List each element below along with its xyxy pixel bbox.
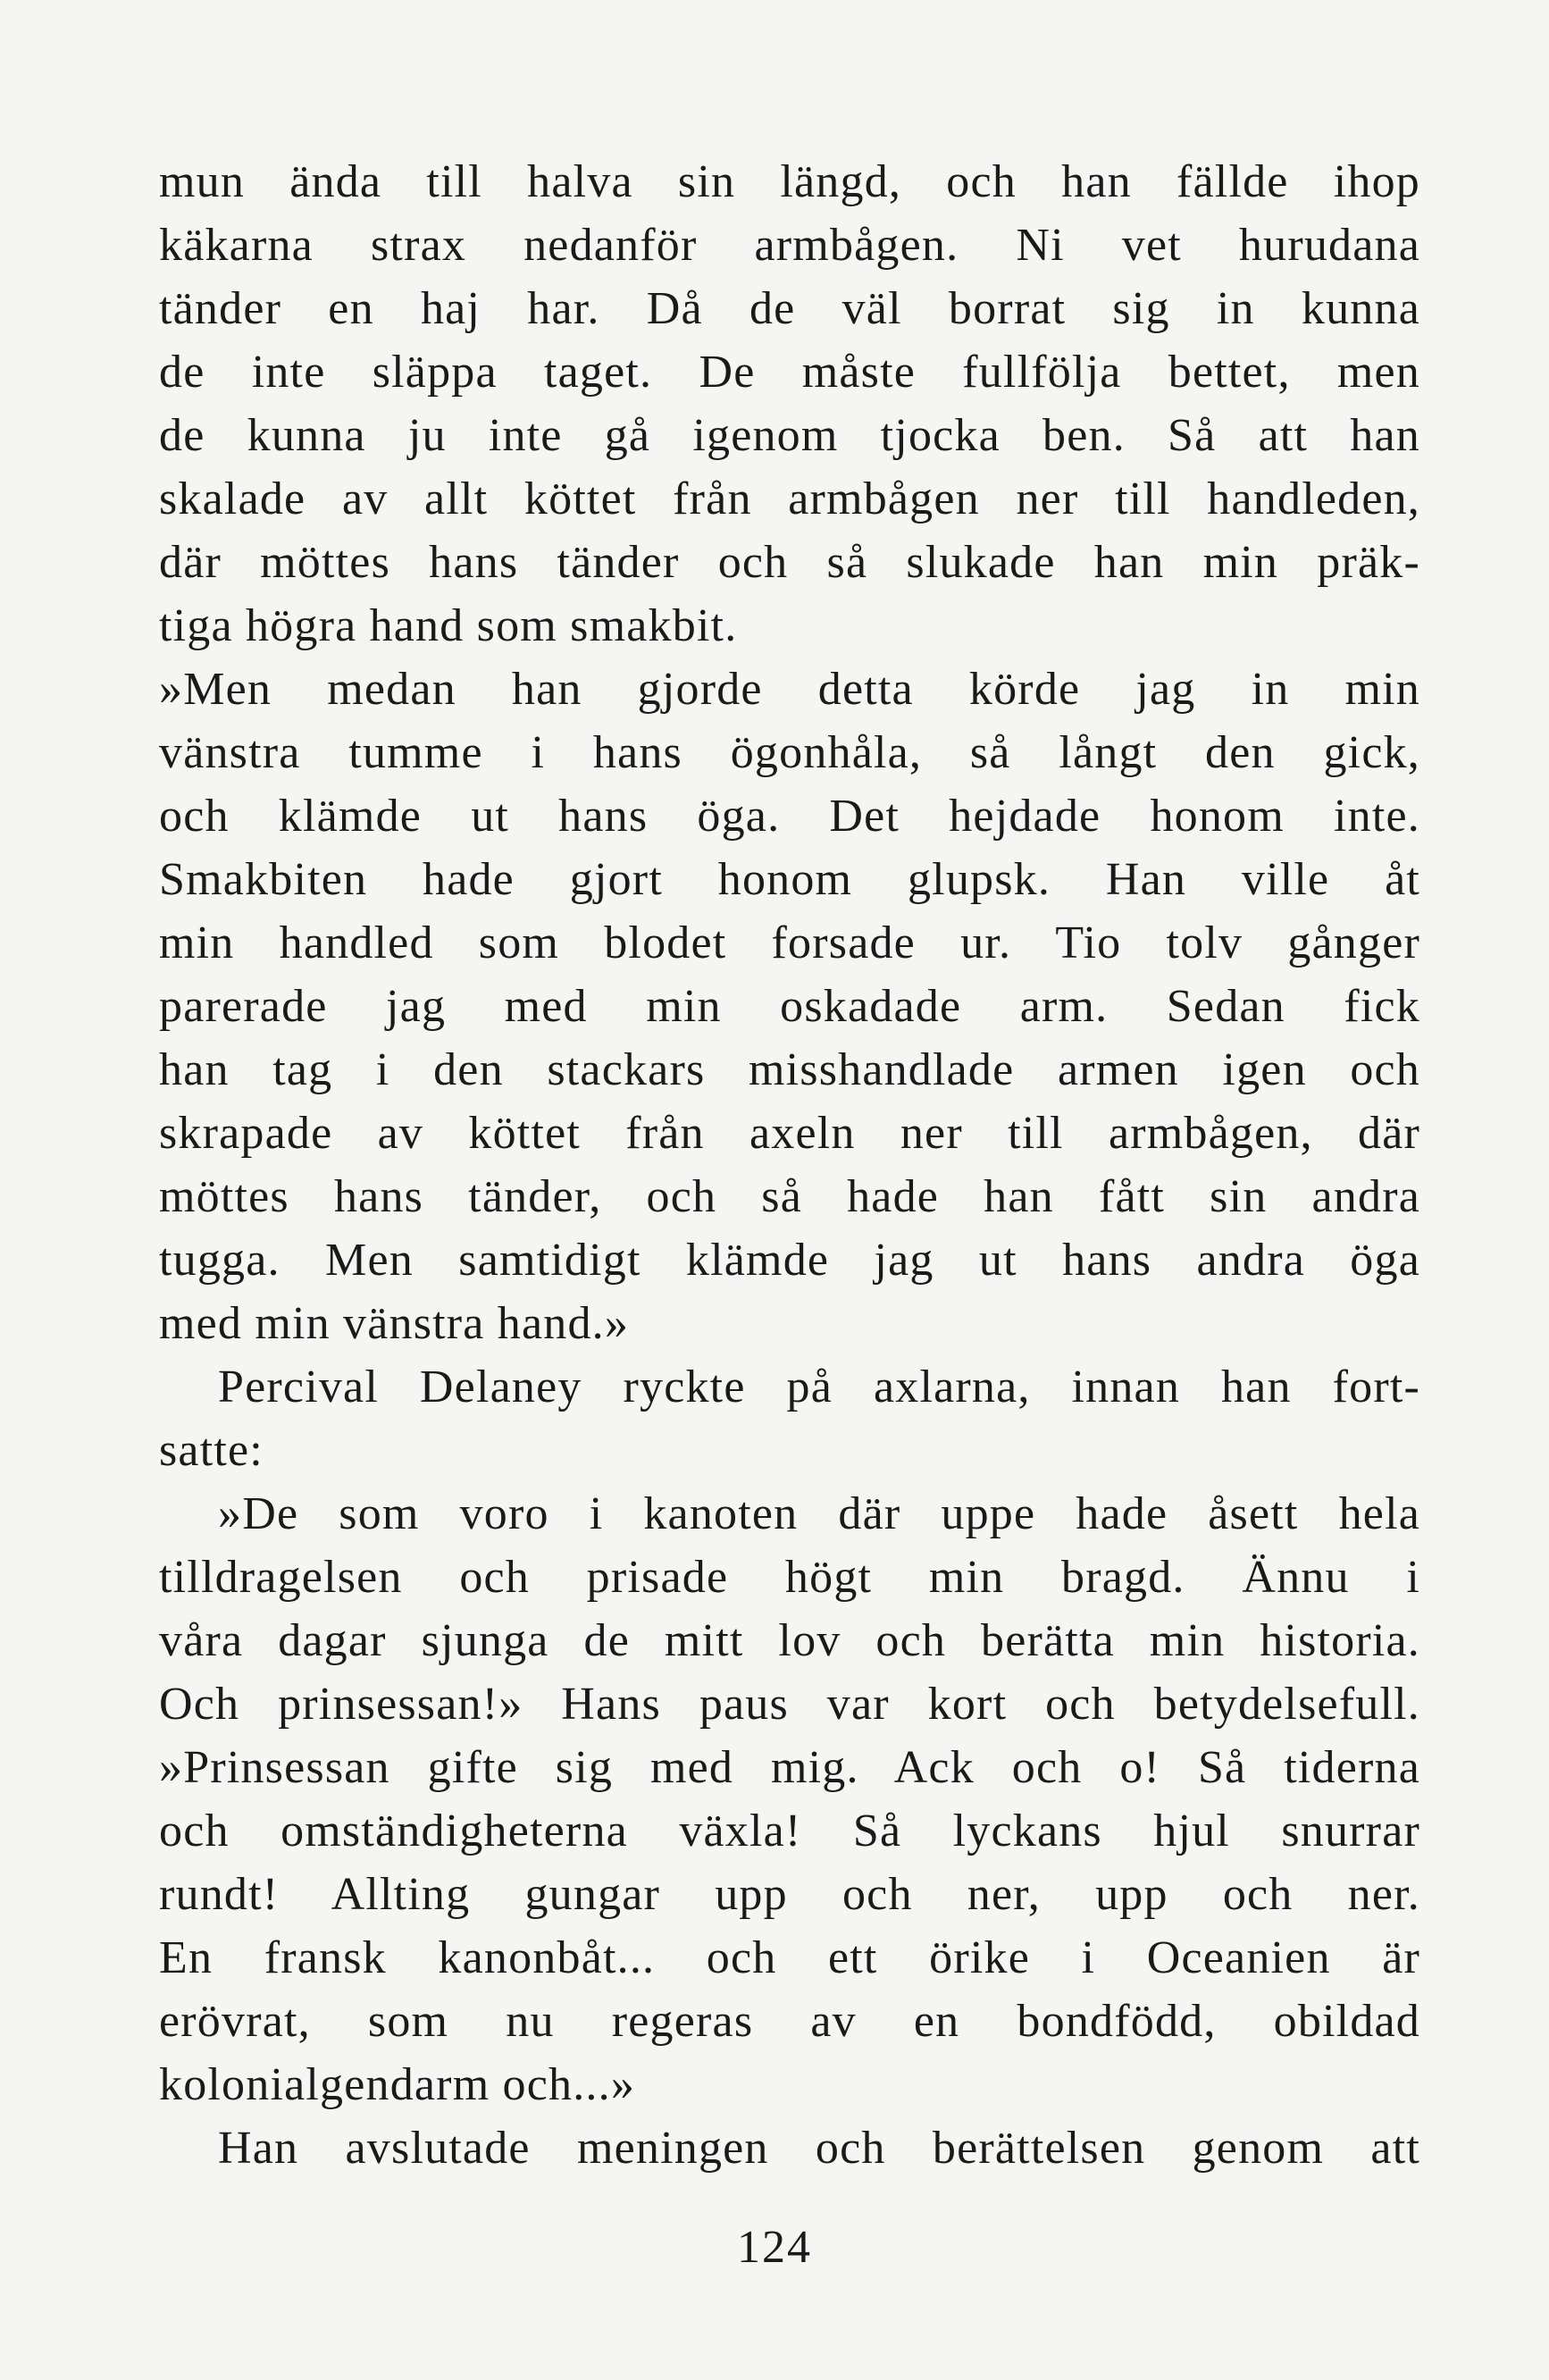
text-line: En fransk kanonbåt... och ett örike i Oceanien är xyxy=(159,1932,1420,1983)
text-line: satte: xyxy=(159,1425,264,1476)
text-line: »Prinsessan gifte sig med mig. Ack och o! Så tiderna xyxy=(159,1742,1420,1793)
text-line: mun ända till halva sin längd, och han fällde ihop xyxy=(159,156,1420,207)
text-line: tiga högra hand som smakbit. xyxy=(159,600,738,651)
text-line: Percival Delaney ryckte på axlarna, innan han fort- xyxy=(218,1362,1420,1412)
text-line: skalade av allt köttet från armbågen ner till handleden, xyxy=(159,473,1420,524)
text-line: och omständigheterna växla! Så lyckans hjul snurrar xyxy=(159,1806,1420,1856)
text-line: och klämde ut hans öga. Det hejdade honom inte. xyxy=(159,791,1420,842)
text-line: erövrat, som nu regeras av en bondfödd, obildad xyxy=(159,1996,1420,2047)
text-line: »De som voro i kanoten där uppe hade åsett hela xyxy=(218,1488,1420,1539)
text-line: tilldragelsen och prisade högt min bragd. Ännu i xyxy=(159,1552,1420,1603)
text-line: käkarna strax nedanför armbågen. Ni vet hurudana xyxy=(159,220,1420,271)
text-line: tugga. Men samtidigt klämde jag ut hans andra öga xyxy=(159,1235,1420,1286)
text-line: kolonialgendarm och...» xyxy=(159,2059,636,2110)
text-line: vänstra tumme i hans ögonhåla, så långt den gick, xyxy=(159,727,1420,778)
text-line: Han avslutade meningen och berättelsen genom att xyxy=(218,2123,1420,2174)
text-line: möttes hans tänder, och så hade han fått sin andra xyxy=(159,1171,1420,1222)
page-number: 124 xyxy=(737,2222,812,2273)
text-line: de kunna ju inte gå igenom tjocka ben. Så att han xyxy=(159,410,1420,461)
text-line: Smakbiten hade gjort honom glupsk. Han ville åt xyxy=(159,854,1420,905)
text-line: våra dagar sjunga de mitt lov och berätta min historia. xyxy=(159,1615,1420,1666)
text-line: de inte släppa taget. De måste fullfölja bettet, men xyxy=(159,347,1420,398)
text-line: han tag i den stackars misshandlade armen igen och xyxy=(159,1044,1420,1095)
text-line: med min vänstra hand.» xyxy=(159,1298,630,1349)
text-line: Och prinsessan!» Hans paus var kort och betydelsefull. xyxy=(159,1679,1420,1730)
text-line: parerade jag med min oskadade arm. Sedan fick xyxy=(159,981,1420,1032)
text-line: där möttes hans tänder och så slukade han min präk- xyxy=(159,537,1420,588)
text-line: rundt! Allting gungar upp och ner, upp och ner. xyxy=(159,1869,1420,1920)
text-line: skrapade av köttet från axeln ner till armbågen, där xyxy=(159,1108,1420,1159)
text-line: min handled som blodet forsade ur. Tio tolv gånger xyxy=(159,918,1420,968)
text-line: »Men medan han gjorde detta körde jag in min xyxy=(159,664,1420,715)
text-line: tänder en haj har. Då de väl borrat sig in kunna xyxy=(159,283,1420,334)
page-body xyxy=(159,150,1420,2180)
